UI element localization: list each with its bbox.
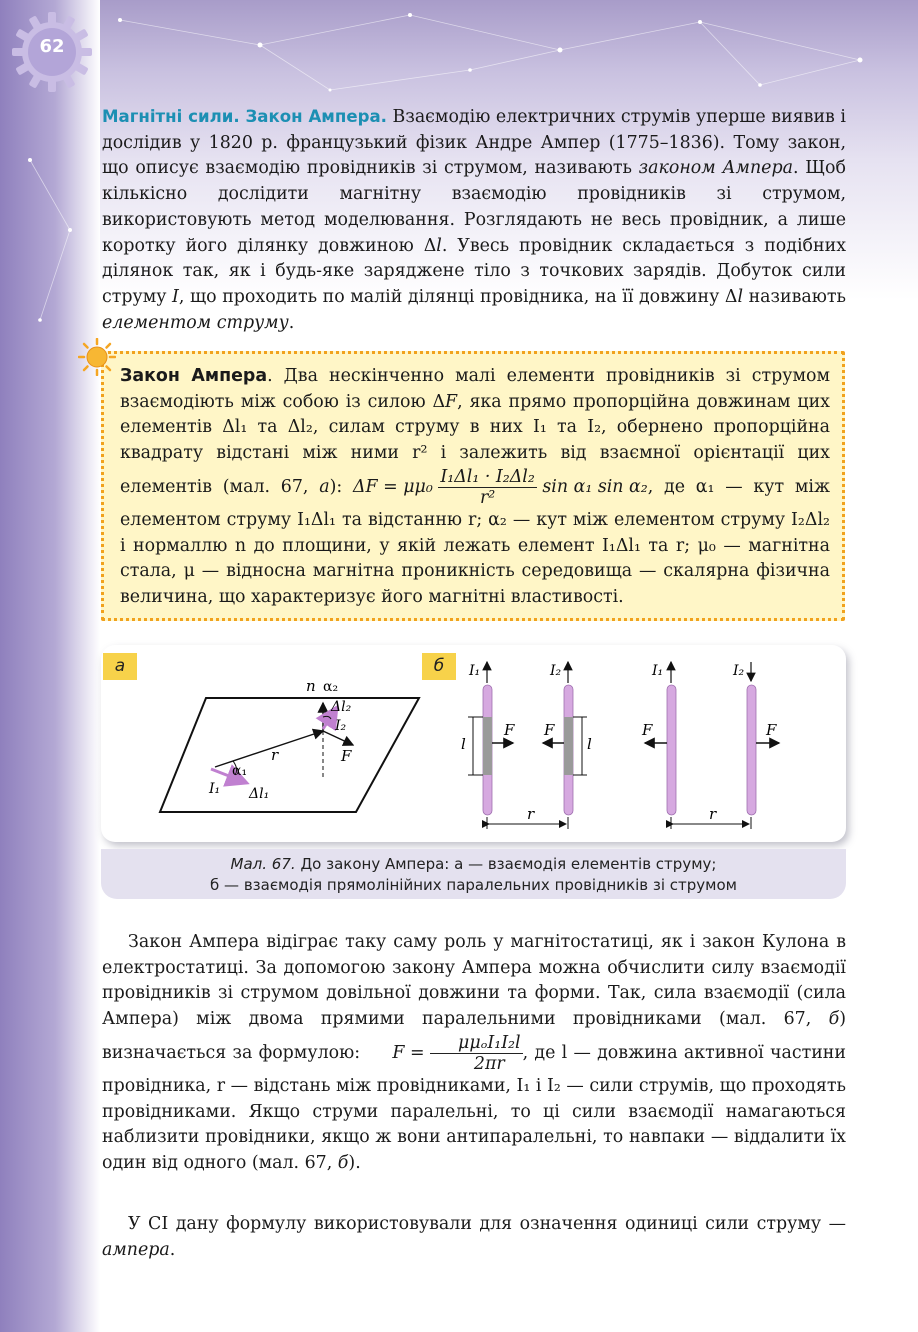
label-b-F2: F xyxy=(544,721,555,739)
label-r: r xyxy=(271,746,279,764)
label-b-l2: l xyxy=(587,735,592,753)
label-b-I1-2: I₁ xyxy=(652,663,664,679)
sun-icon xyxy=(78,338,116,376)
label-dl1: Δl₁ xyxy=(249,786,270,802)
figure-67-panel xyxy=(101,645,846,842)
diagram-a xyxy=(160,677,419,812)
label-b-r2: r xyxy=(709,805,717,823)
intro-paragraph: Магнітні сили. Закон Ампера. Взаємодію електричних струмів уперше виявив і дослідив у 1820 р. французький фізик Андре Ампер (1775–1836). Тому закон, що описує взаємодію провідників зі струмом, називають законом Ампера. Щоб кількісно дослідити магнітну взаємодію провідників зі струмом, використовують метод моделювання. Розглядають не весь провідник, а лише коротку його ділянку довжиною Δl. Увесь провідник складається з подібних ділянок так, як і будь-яке заряджене тіло з точкових зарядів. Добуток сили струму I, що проходить по малій ділянці провідника, на її довжину Δl називають елементом струму. xyxy=(102,107,847,333)
label-alpha2: α₂ xyxy=(323,679,339,695)
label-I2: I₂ xyxy=(335,718,347,734)
label-b-F3: F xyxy=(642,721,653,739)
wire-1-segment xyxy=(483,717,492,775)
wire-4 xyxy=(747,685,756,815)
ampere-force-formula: F = $\frac{\text{μμₒI₁I₂l}}{2\pi r}$ xyxy=(392,1032,521,1074)
label-dl2: Δl₂ xyxy=(331,699,352,715)
section-heading: Магнітні сили. Закон Ампера. xyxy=(102,107,387,126)
label-b-I1: I₁ xyxy=(469,663,481,679)
label-n: n xyxy=(306,677,316,695)
caption-number: Мал. 67. xyxy=(230,855,296,873)
label-alpha1: α₁ xyxy=(232,763,248,779)
body-paragraph-2: У СІ дану формулу використовували для означення одиниці сили струму — ампера. xyxy=(102,1214,846,1260)
label-b-I2-2: I₂ xyxy=(733,663,745,679)
body-paragraph-1: Закон Ампера відіграє таку саму роль у магнітостатиці, як і закон Кулона в електростатиці. За допомогою закону Ампера можна обчислити силу взаємодії провідників зі струмом довільної довжини та форми. Так, сила взаємодії (сила Ампера) між двома прямими паралельними провідниками (мал. 67, б) визначається за формулою: F = $\frac{\text{μμₒI₁I₂l}}{2\pi r}$ , де l — довжина активної частини провідника, r — відстань між провідниками, I₁ і I₂ — сили струмів, що проходять провідниками. Якщо струми паралельні, то ці сили взаємодії намагаються наблизити провідники, якщо ж вони антипаралельні, то навпаки — віддалити їх один від одного (мал. 67, б). xyxy=(102,932,846,1173)
law-title: Закон Ампера xyxy=(120,366,268,386)
figure-tag-a: а xyxy=(103,653,137,680)
figure-tag-b: б xyxy=(422,653,456,680)
label-b-l1: l xyxy=(461,735,466,753)
figure-diagram xyxy=(101,645,846,842)
wire-3 xyxy=(667,685,676,815)
label-b-F1: F xyxy=(504,721,515,739)
label-b-F4: F xyxy=(766,721,777,739)
figure-caption: Мал. 67. До закону Ампера: а — взаємодія елементів струму; б — взаємодія прямолінійних паралельних провідників зі струмом xyxy=(101,849,846,899)
ampere-law-formula: ΔF = μμ₀ $\frac{\text{I₁Δl₁ · I₂Δl₂}}{\text{r²}}$ sin α₁ sin α₂ xyxy=(353,466,648,508)
label-b-I2: I₂ xyxy=(550,663,562,679)
label-I1: I₁ xyxy=(209,781,221,797)
plane xyxy=(160,698,419,812)
diagram-b xyxy=(461,662,779,829)
ampere-law-box xyxy=(101,351,845,621)
ampere-law-text: Закон Ампера. Два нескінченно малі елементи провідників зі струмом взаємодіють між собою із силою ΔF, яка прямо пропорційна довжинам цих елементів Δl₁ та Δl₂, силам струму в них I₁ та I₂, обернено пропорційна квадрату відстані між ними r² і залежить від взаємної орієнтації цих елементів (мал. 67, а): ΔF = μμ₀ $\frac{\text{I₁Δl₁ · I₂Δl₂}}{\text{r²}}$ sin α₁ sin α₂, де α₁ — кут між елементом струму I₁Δl₁ та відстанню r; α₂ — кут між елементом струму I₂Δl₂ і нормаллю n до площини, у якій лежать елемент I₁Δl₁ та r; μ₀ — магнітна стала, μ — відносна магнітна проникність середовища — скалярна фізична величина, що характеризує його магнітні властивості. xyxy=(120,366,830,607)
label-b-r1: r xyxy=(527,805,535,823)
label-F: F xyxy=(341,747,352,765)
wire-2-segment xyxy=(564,717,573,775)
vector-r xyxy=(215,731,323,767)
page-number: 62 xyxy=(39,36,65,57)
